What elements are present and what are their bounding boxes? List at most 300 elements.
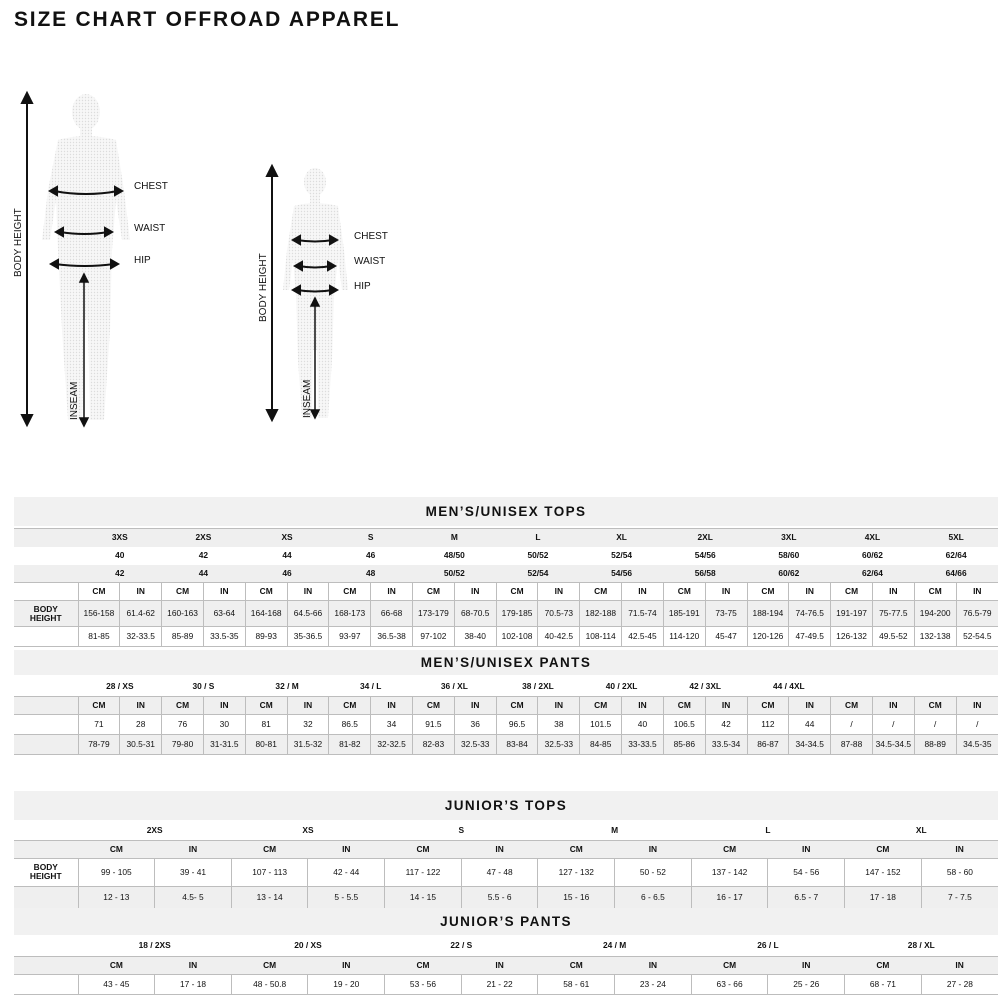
in-header: IN [461,956,538,974]
in-header: IN [287,696,329,714]
in-header: IN [789,583,831,601]
body-height-cell: 73-75 [705,601,747,627]
in-header: IN [308,956,385,974]
chest-cell: 132-138 [914,627,956,647]
chest-cell: 4.5- 5 [155,886,232,908]
chest-cell: 97-102 [413,627,455,647]
size-header: 28 / XL [845,936,998,956]
in-header: IN [921,840,998,858]
mens-tops-size-row [14,529,998,547]
body-height-cell: 185-191 [663,601,705,627]
cm-header: CM [413,583,455,601]
body-height-cell: 66-68 [371,601,413,627]
inseam-cell: 88-89 [914,734,956,754]
adult-inseam-label: INSEAM [69,381,80,420]
inseam-cell: 82-83 [413,734,455,754]
france-size: 46 [245,565,329,583]
mens-tops-unit-row [14,583,998,601]
body-height-cell: 127 - 132 [538,858,615,886]
waist-cell: 53 - 56 [385,974,462,994]
cm-header: CM [78,956,155,974]
cm-header: CM [914,583,956,601]
waist-cell: 17 - 18 [155,974,232,994]
germany-size: 48/50 [443,550,465,561]
germany-size: 52/54 [611,550,633,561]
in-header: IN [287,583,329,601]
chest-cell: 5.5 - 6 [461,886,538,908]
germany-size: 50/52 [527,550,549,561]
unit-row-label [14,696,78,714]
body-height-label-line: BODY [33,862,58,873]
inseam-cell: 33.5-34 [705,734,747,754]
size-header: 40 / 2XL [580,678,664,696]
waist-cell: 76 [162,714,204,734]
body-height-cell: 50 - 52 [615,858,692,886]
waist-cell: 34 [371,714,413,734]
inseam-cell: 78-79 [78,734,120,754]
in-header: IN [622,583,664,601]
cm-header: CM [663,696,705,714]
in-header: IN [308,840,385,858]
in-header: IN [789,696,831,714]
page-title: SIZE CHART OFFROAD APPAREL [14,8,401,31]
in-header: IN [120,583,162,601]
juniors-pants-size-row [14,936,998,956]
inseam-cell: 31-31.5 [203,734,245,754]
unit-row-label [14,956,78,974]
chest-cell: 36.5-38 [371,627,413,647]
size-label [14,529,78,547]
chest-cell: 13 - 14 [231,886,308,908]
cm-header: CM [747,583,789,601]
cm-header: CM [747,696,789,714]
body-height-cell: 63-64 [203,601,245,627]
in-header: IN [768,840,845,858]
waist-cell: 71 [78,714,120,734]
waist-label [14,974,78,994]
chest-cell: 17 - 18 [845,886,922,908]
body-height-cell: 64.5-66 [287,601,329,627]
size-header: 28 / XS [78,678,162,696]
body-height-cell: 147 - 152 [845,858,922,886]
inseam-cell: 80-81 [245,734,287,754]
waist-cell: 81 [245,714,287,734]
size-header: 18 / 2XS [78,936,231,956]
cm-header: CM [329,696,371,714]
cm-header: CM [538,956,615,974]
mens-tops-table [14,528,998,647]
waist-cell: 106.5 [663,714,705,734]
size-header: 30 / S [162,678,246,696]
chest-cell: 52-54.5 [956,627,998,647]
inseam-cell: 87-88 [831,734,873,754]
size-header: 24 / M [538,936,691,956]
size-header: XS [245,529,329,547]
cm-header: CM [691,956,768,974]
adult-body-height-label: BODY HEIGHT [13,208,24,277]
size-header: L [691,822,844,840]
waist-cell: 48 - 50.8 [231,974,308,994]
in-header: IN [120,696,162,714]
waist-cell: 36 [454,714,496,734]
size-header: 2XL [663,529,747,547]
in-header: IN [454,583,496,601]
size-header: 34 / L [329,678,413,696]
france-size: 56/58 [663,565,747,583]
cm-header: CM [413,696,455,714]
mens-pants-title: MEN’S/UNISEX PANTS [14,650,998,675]
juniors-pants-table [14,936,998,995]
chest-cell: 16 - 17 [691,886,768,908]
waist-cell: 58 - 61 [538,974,615,994]
empty-cell [914,678,998,696]
inseam-cell: 32.5-33 [538,734,580,754]
size-header: 26 / L [691,936,844,956]
size-header: 20 / XS [231,936,384,956]
size-header: 3XL [747,529,831,547]
size-header: 44 / 4XL [747,678,831,696]
size-header: 42 / 3XL [663,678,747,696]
germany-size: 54/56 [694,550,716,561]
juniors-tops-size-row [14,822,998,840]
cm-header: CM [329,583,371,601]
size-header: 2XS [78,822,231,840]
body-height-cell: 137 - 142 [691,858,768,886]
adult-hip-label: HIP [134,255,151,266]
measurement-figures [0,0,1000,440]
in-header: IN [956,696,998,714]
inseam-label [14,734,78,754]
body-height-cell: 61.4-62 [120,601,162,627]
cm-header: CM [663,583,705,601]
waist-cell: 43 - 45 [78,974,155,994]
in-header: IN [538,696,580,714]
body-height-cell: 164-168 [245,601,287,627]
juniors-tops-chest-row [14,886,998,908]
in-header: IN [872,696,914,714]
in-header: IN [538,583,580,601]
body-height-label-line: BODY [33,603,58,614]
in-header: IN [454,696,496,714]
body-height-cell: 76.5-79 [956,601,998,627]
size-header: XL [845,822,998,840]
inseam-cell: 84-85 [580,734,622,754]
in-header: IN [155,956,232,974]
chest-cell: 93-97 [329,627,371,647]
chest-cell: 85-89 [162,627,204,647]
mens-pants-inseam-row [14,734,998,754]
germany-size: 60/62 [861,550,883,561]
juniors-pants-unit-row [14,956,998,974]
body-height-cell: 47 - 48 [461,858,538,886]
cm-header: CM [231,840,308,858]
size-header: XL [580,529,664,547]
france-size: 52/54 [496,565,580,583]
france-size: 62/64 [831,565,915,583]
germany-size: 62/64 [945,550,967,561]
body-height-cell: 107 - 113 [231,858,308,886]
body-height-cell: 194-200 [914,601,956,627]
juniors-pants-waist-row [14,974,998,994]
in-header: IN [371,583,413,601]
size-label [14,678,78,696]
cm-header: CM [691,840,768,858]
waist-cell: 38 [538,714,580,734]
junior-waist-label: WAIST [354,256,386,267]
chest-cell: 5 - 5.5 [308,886,385,908]
body-height-cell: 182-188 [580,601,622,627]
inseam-cell: 86-87 [747,734,789,754]
cm-header: CM [831,583,873,601]
waist-cell: 63 - 66 [691,974,768,994]
size-header: 22 / S [385,936,538,956]
inseam-cell: 34.5-34.5 [872,734,914,754]
waist-cell: 96.5 [496,714,538,734]
waist-cell: / [956,714,998,734]
in-header: IN [203,696,245,714]
cm-header: CM [831,696,873,714]
chest-cell: 6 - 6.5 [615,886,692,908]
in-header: IN [768,956,845,974]
size-header: 32 / M [245,678,329,696]
mens-tops-body-height-row [14,601,998,627]
unit-row-label [14,840,78,858]
in-header: IN [615,956,692,974]
junior-figure [258,166,388,420]
mens-pants-table [14,678,998,755]
france-size: 42 [78,565,162,583]
body-height-cell: 117 - 122 [385,858,462,886]
chest-cell: 42.5-45 [622,627,664,647]
adult-body-silhouette [42,94,130,420]
body-height-cell: 70.5-73 [538,601,580,627]
waist-cell: 68 - 71 [845,974,922,994]
france-size: 48 [329,565,413,583]
body-height-cell: 75-77.5 [872,601,914,627]
size-header: 36 / XL [413,678,497,696]
body-height-cell: 39 - 41 [155,858,232,886]
size-header: 2XS [162,529,246,547]
body-height-cell: 168-173 [329,601,371,627]
mens-tops-chest-row [14,627,998,647]
body-height-cell: 54 - 56 [768,858,845,886]
body-height-cell: 188-194 [747,601,789,627]
body-height-label-line: HEIGHT [29,612,62,623]
inseam-cell: 34-34.5 [789,734,831,754]
cm-header: CM [162,696,204,714]
chest-cell: 38-40 [454,627,496,647]
waist-cell: 91.5 [413,714,455,734]
chest-cell: 40-42.5 [538,627,580,647]
body-height-cell: 99 - 105 [78,858,155,886]
body-height-cell: 160-163 [162,601,204,627]
chest-cell: 89-93 [245,627,287,647]
in-header: IN [622,696,664,714]
inseam-cell: 79-80 [162,734,204,754]
inseam-cell: 85-86 [663,734,705,754]
inseam-cell: 31.5-32 [287,734,329,754]
juniors-tops-unit-row [14,840,998,858]
mens-pants-waist-row [14,714,998,734]
chest-cell: 6.5 - 7 [768,886,845,908]
waist-cell: 86.5 [329,714,371,734]
juniors-tops-title: JUNIOR’S TOPS [14,791,998,820]
chest-cell: 49.5-52 [872,627,914,647]
waist-cell: 32 [287,714,329,734]
juniors-pants-title: JUNIOR’S PANTS [14,908,998,935]
cm-header: CM [78,696,120,714]
size-header: 5XL [914,529,998,547]
inseam-cell: 33-33.5 [622,734,664,754]
cm-header: CM [496,583,538,601]
waist-cell: 101.5 [580,714,622,734]
body-height-cell: 58 - 60 [921,858,998,886]
in-header: IN [203,583,245,601]
france-size: 54/56 [580,565,664,583]
chest-cell: 120-126 [747,627,789,647]
germany-size: 46 [366,550,376,561]
cm-header: CM [914,696,956,714]
adult-waist-label: WAIST [134,223,166,234]
body-height-cell: 74-76.5 [789,601,831,627]
junior-inseam-label: INSEAM [302,379,313,418]
body-height-cell: 179-185 [496,601,538,627]
germany-size: 44 [282,550,292,561]
inseam-cell: 32-32.5 [371,734,413,754]
cm-header: CM [245,583,287,601]
empty-cell [831,678,915,696]
body-height-label [14,601,78,627]
waist-cell: / [831,714,873,734]
chest-cell: 35-36.5 [287,627,329,647]
mens-pants-unit-row [14,696,998,714]
size-header: 38 / 2XL [496,678,580,696]
chest-cell: 32-33.5 [120,627,162,647]
germany-size: 42 [198,550,209,561]
body-height-cell: 71.5-74 [622,601,664,627]
chest-cell: 33.5-35 [203,627,245,647]
in-header: IN [705,583,747,601]
in-header: IN [872,583,914,601]
waist-cell: 28 [120,714,162,734]
cm-header: CM [385,840,462,858]
size-header: M [413,529,497,547]
chest-cell: 102-108 [496,627,538,647]
chest-cell: 12 - 13 [78,886,155,908]
chest-cell: 47-49.5 [789,627,831,647]
waist-label [14,714,78,734]
chest-cell: 126-132 [831,627,873,647]
junior-hip-label: HIP [354,281,371,292]
adult-chest-label: CHEST [134,181,168,192]
cm-header: CM [845,956,922,974]
size-header: 3XS [78,529,162,547]
waist-cell: 21 - 22 [461,974,538,994]
size-label [14,822,78,840]
body-height-cell: 173-179 [413,601,455,627]
size-header: S [329,529,413,547]
chest-cell: 81-85 [78,627,120,647]
body-height-label [14,858,78,886]
in-header: IN [461,840,538,858]
chest-label [14,627,78,647]
cm-header: CM [78,840,155,858]
in-header: IN [956,583,998,601]
junior-chest-label: CHEST [354,231,388,242]
germany-label [14,547,78,565]
chest-cell: 14 - 15 [385,886,462,908]
cm-header: CM [162,583,204,601]
waist-cell: 112 [747,714,789,734]
chest-cell: 108-114 [580,627,622,647]
in-header: IN [921,956,998,974]
france-label [14,565,78,583]
cm-header: CM [496,696,538,714]
in-header: IN [705,696,747,714]
juniors-tops-table [14,822,998,909]
waist-cell: 19 - 20 [308,974,385,994]
size-header: M [538,822,691,840]
inseam-cell: 30.5-31 [120,734,162,754]
chest-cell: 114-120 [663,627,705,647]
chest-cell: 7 - 7.5 [921,886,998,908]
waist-cell: 40 [622,714,664,734]
chest-cell: 45-47 [705,627,747,647]
cm-header: CM [845,840,922,858]
in-header: IN [615,840,692,858]
cm-header: CM [231,956,308,974]
body-height-label-line: HEIGHT [29,871,62,881]
waist-cell: 30 [203,714,245,734]
germany-size: 58/60 [778,550,800,561]
in-header: IN [155,840,232,858]
mens-tops-germany-row [14,547,998,565]
chest-label [14,886,78,908]
body-height-cell: 42 - 44 [308,858,385,886]
mens-pants-size-row [14,678,998,696]
cm-header: CM [245,696,287,714]
france-size: 64/66 [914,565,998,583]
waist-cell: 44 [789,714,831,734]
waist-cell: 42 [705,714,747,734]
waist-cell: / [914,714,956,734]
size-header: S [385,822,538,840]
cm-header: CM [385,956,462,974]
size-header: L [496,529,580,547]
cm-header: CM [580,696,622,714]
cm-header: CM [538,840,615,858]
waist-cell: 25 - 26 [768,974,845,994]
body-height-cell: 68-70.5 [454,601,496,627]
france-size: 44 [162,565,246,583]
adult-figure [13,93,168,426]
cm-header: CM [580,583,622,601]
waist-cell: / [872,714,914,734]
france-size: 50/52 [413,565,497,583]
germany-size: 40 [115,550,125,561]
waist-cell: 23 - 24 [615,974,692,994]
in-header: IN [371,696,413,714]
body-height-cell: 191-197 [831,601,873,627]
waist-cell: 27 - 28 [921,974,998,994]
size-header: 4XL [831,529,915,547]
mens-tops-france-row [14,565,998,583]
unit-row-label [14,583,78,601]
junior-body-height-label: BODY HEIGHT [258,253,269,322]
inseam-cell: 34.5-35 [956,734,998,754]
juniors-tops-body-height-row [14,858,998,886]
size-label [14,936,78,956]
